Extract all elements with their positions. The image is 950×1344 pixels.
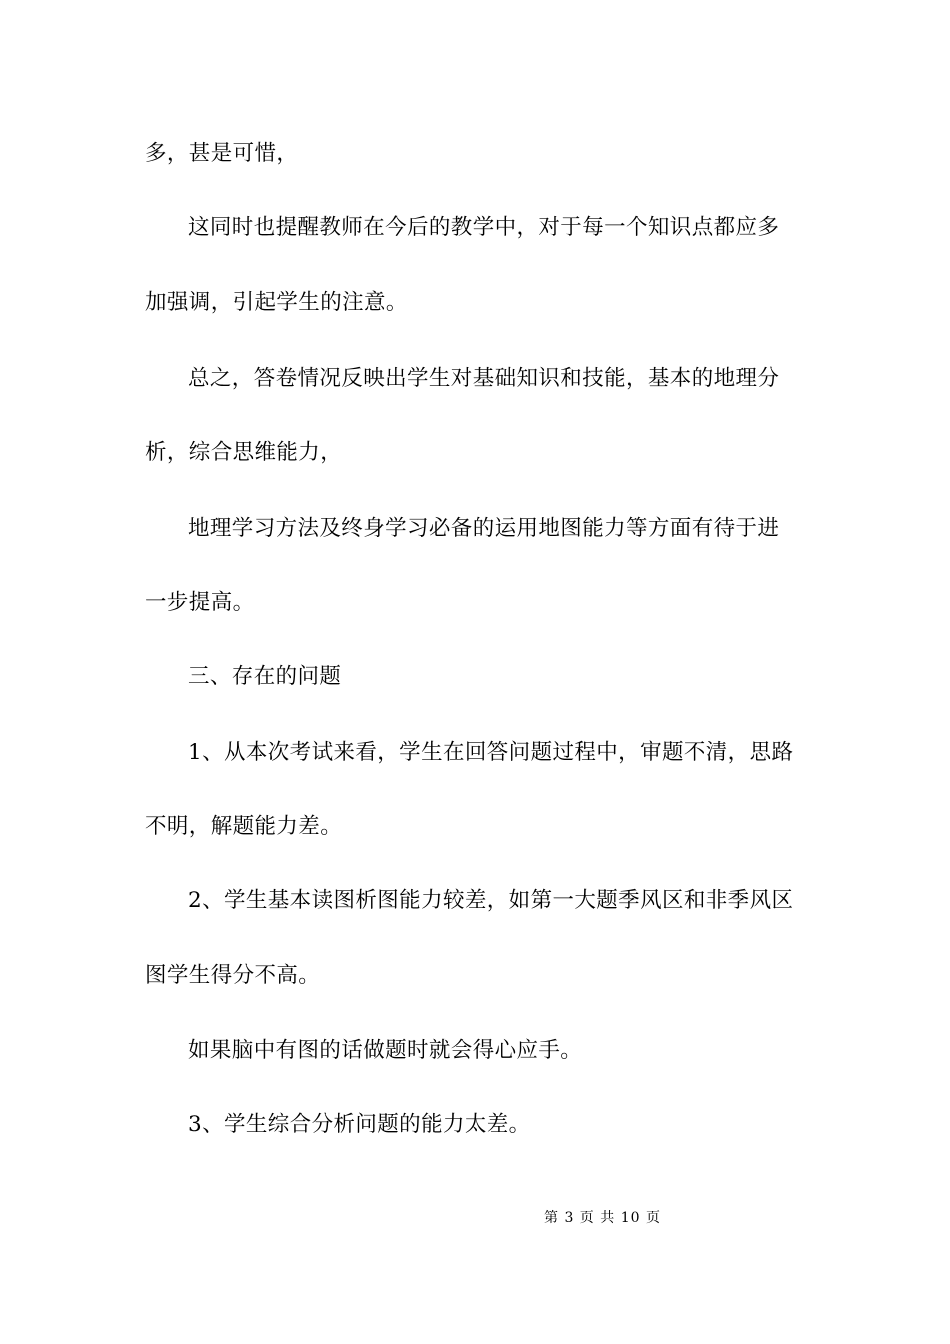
text-line: 析，综合思维能力， — [145, 440, 343, 465]
text-line: 图学生得分不高。 — [145, 963, 321, 988]
paragraph-first-line: 3、学生综合分析问题的能力太差。 — [188, 1112, 531, 1137]
page-number: 第 3 页 共 10 页 — [544, 1210, 661, 1226]
text-line: 一步提高。 — [145, 590, 255, 615]
text-line: 多，甚是可惜， — [145, 141, 299, 166]
paragraph-first-line: 地理学习方法及终身学习必备的运用地图能力等方面有待于进 — [188, 516, 780, 541]
paragraph-first-line: 总之，答卷情况反映出学生对基础知识和技能，基本的地理分 — [188, 366, 780, 391]
paragraph-first-line: 这同时也提醒教师在今后的教学中，对于每一个知识点都应多 — [188, 215, 780, 240]
text-line: 加强调，引起学生的注意。 — [145, 290, 408, 315]
section-heading: 三、存在的问题 — [188, 664, 342, 689]
text-line: 不明，解题能力差。 — [145, 814, 343, 839]
paragraph-first-line: 如果脑中有图的话做题时就会得心应手。 — [188, 1038, 583, 1063]
paragraph-first-line: 1、从本次考试来看，学生在回答问题过程中，审题不清，思路 — [188, 740, 794, 765]
paragraph-first-line: 2、学生基本读图析图能力较差，如第一大题季风区和非季风区 — [188, 888, 794, 913]
page-footer — [0, 1208, 950, 1228]
